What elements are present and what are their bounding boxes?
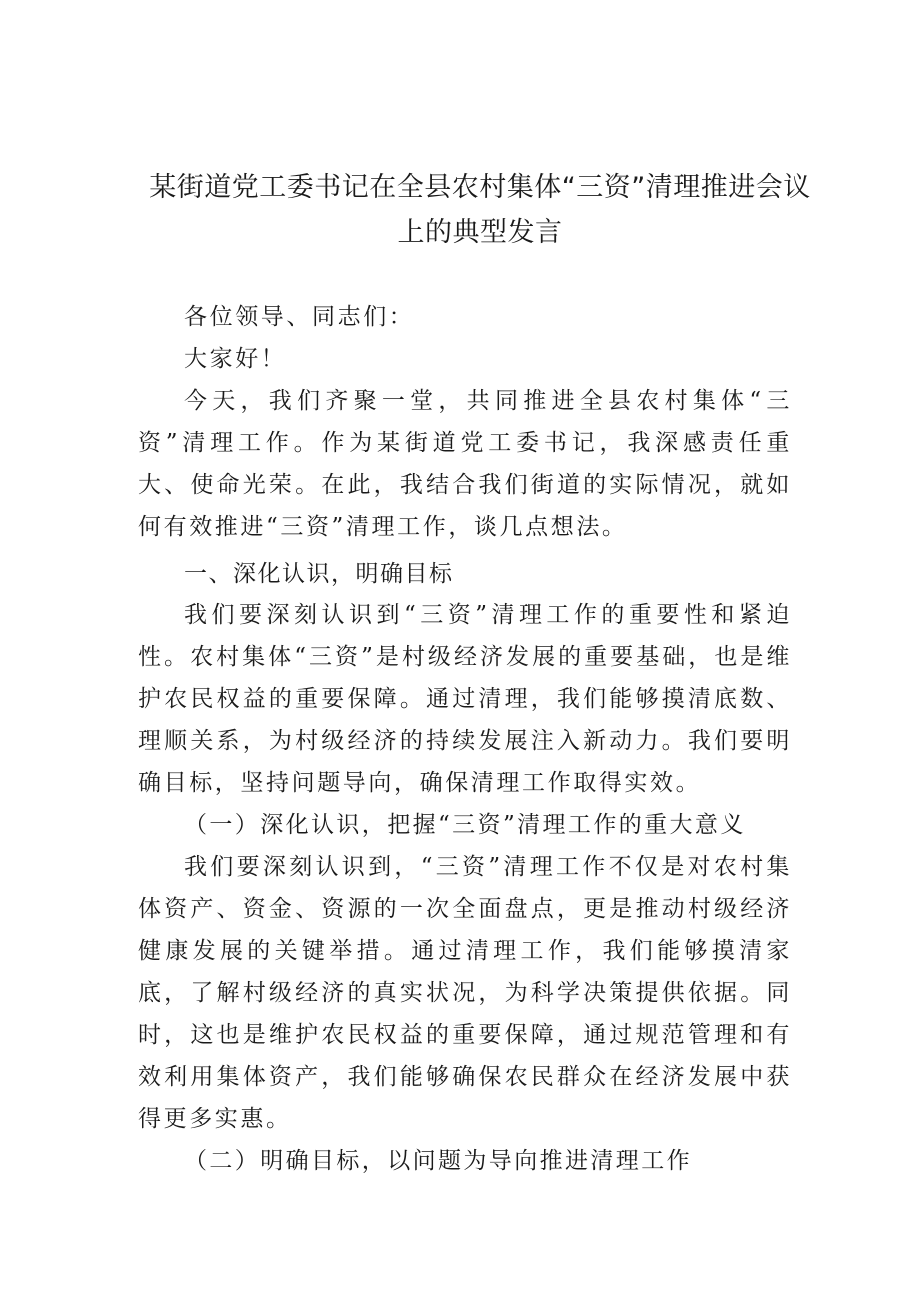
- intro-paragraph: 今天，我们齐聚一堂，共同推进全县农村集体“三资”清理工作。作为某街道党工委书记，我深感责任重大、使命光荣。在此，我结合我们街道的实际情况，就如何有效推进“三资”清理工作，谈几点想法。: [138, 388, 792, 540]
- section-1-paragraph: 我们要深刻认识到“三资”清理工作的重要性和紧迫性。农村集体“三资”是村级经济发展的重要基础，也是维护农民权益的重要保障。通过清理，我们能够摸清底数、理顺关系，为村级经济的持续发展注入新动力。我们要明确目标，坚持问题导向，确保清理工作取得实效。: [138, 602, 792, 796]
- document-title: 某街道党工委书记在全县农村集体“三资”清理推进会议上的典型发言: [149, 172, 811, 248]
- section-1-heading: 一、深化认识，明确目标: [184, 561, 454, 587]
- salutation: 各位领导、同志们：: [184, 304, 415, 330]
- document-body: [138, 296, 792, 1182]
- subsection-1-heading: （一）深化认识，把握“三资”清理工作的重大意义: [184, 812, 746, 838]
- greeting: 大家好！: [184, 346, 287, 372]
- subsection-1-paragraph: 我们要深刻认识到，“三资”清理工作不仅是对农村集体资产、资金、资源的一次全面盘点，更是推动村级经济健康发展的关键举措。通过清理工作，我们能够摸清家底，了解村级经济的真实状况，为科学决策提供依据。同时，这也是维护农民权益的重要保障，通过规范管理和有效利用集体资产，我们能够确保农民群众在经济发展中获得更多实惠。: [138, 854, 792, 1132]
- subsection-2-heading: （二）明确目标，以问题为导向推进清理工作: [184, 1148, 692, 1174]
